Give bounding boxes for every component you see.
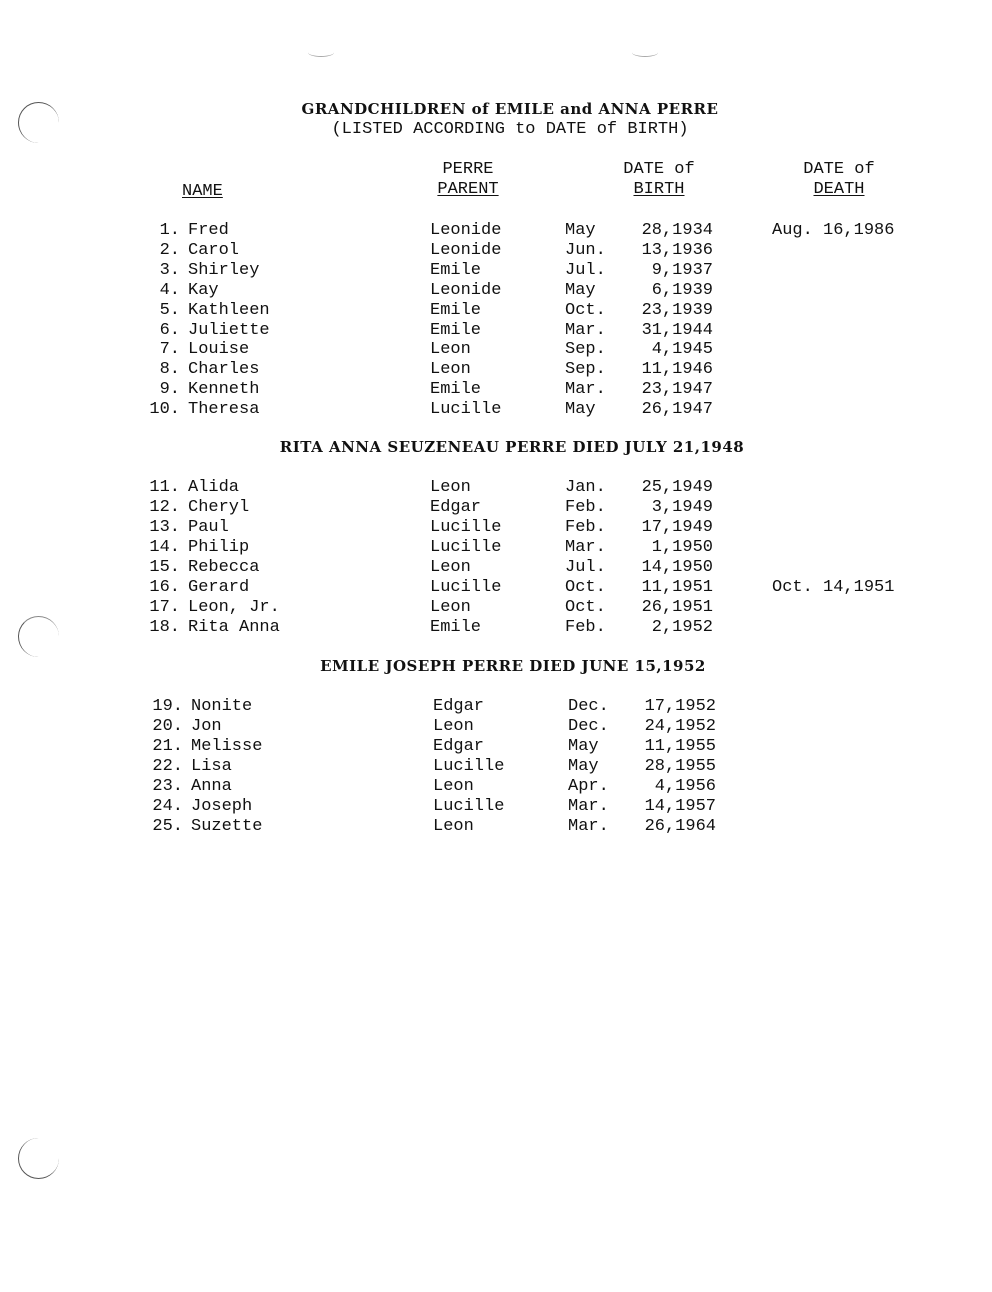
header-parent: PERRE PARENT: [437, 160, 499, 199]
birth-month: Dec.: [568, 697, 609, 716]
birth-month: Sep.: [565, 360, 606, 379]
birth-day-year: 17,1949: [641, 518, 713, 537]
row-number: 19.: [152, 697, 183, 716]
child-name: Nonite: [191, 697, 253, 716]
birth-day-year: 28,1955: [644, 757, 716, 776]
list-item: [140, 321, 940, 341]
row-number: 4.: [159, 281, 180, 300]
death-date: Aug. 16,1986: [772, 221, 895, 240]
perre-parent: Lucille: [430, 578, 502, 597]
perre-parent: Lucille: [433, 757, 505, 776]
birth-day-year: 11,1946: [641, 360, 713, 379]
list-item: [140, 598, 940, 618]
list-item: [140, 380, 940, 400]
birth-day-year: 25,1949: [641, 478, 713, 497]
row-number: 2.: [159, 241, 180, 260]
birth-day-year: 23,1947: [641, 380, 713, 399]
child-name: Gerard: [188, 578, 250, 597]
perre-parent: Lucille: [430, 538, 502, 557]
birth-month: Feb.: [565, 498, 606, 517]
birth-month: Mar.: [568, 817, 609, 836]
perre-parent: Leonide: [430, 281, 502, 300]
birth-day-year: 14,1957: [644, 797, 716, 816]
birth-day-year: 24,1952: [644, 717, 716, 736]
list-item: [143, 797, 943, 817]
birth-day-year: 1,1950: [651, 538, 713, 557]
row-number: 12.: [149, 498, 180, 517]
birth-day-year: 4,1945: [651, 340, 713, 359]
child-name: Fred: [188, 221, 229, 240]
list-item: [140, 261, 940, 281]
birth-day-year: 2,1952: [651, 618, 713, 637]
list-item: [143, 777, 943, 797]
perre-parent: Leon: [430, 360, 471, 379]
child-name: Juliette: [188, 321, 270, 340]
child-name: Suzette: [191, 817, 263, 836]
child-name: Lisa: [191, 757, 232, 776]
child-name: Melisse: [191, 737, 263, 756]
child-name: Paul: [188, 518, 229, 537]
row-number: 8.: [159, 360, 180, 379]
perre-parent: Lucille: [430, 518, 502, 537]
list-item: [140, 340, 940, 360]
perre-parent: Edgar: [433, 737, 485, 756]
birth-day-year: 3,1949: [651, 498, 713, 517]
birth-month: May: [568, 757, 599, 776]
binder-hole: [18, 616, 59, 657]
list-item: [143, 717, 943, 737]
birth-day-year: 13,1936: [641, 241, 713, 260]
child-name: Joseph: [191, 797, 253, 816]
child-name: Carol: [188, 241, 240, 260]
list-item: [140, 241, 940, 261]
row-number: 22.: [152, 757, 183, 776]
child-name: Philip: [188, 538, 250, 557]
perre-parent: Emile: [430, 618, 482, 637]
perre-parent: Emile: [430, 301, 482, 320]
section-note-rita: RITA ANNA SEUZENEAU PERRE DIED JULY 21,1948: [279, 438, 745, 456]
perre-parent: Emile: [430, 261, 482, 280]
birth-month: Mar.: [568, 797, 609, 816]
list-item: [140, 538, 940, 558]
header-birth: DATE of BIRTH: [623, 160, 695, 199]
row-number: 14.: [149, 538, 180, 557]
child-name: Alida: [188, 478, 240, 497]
list-item: [140, 360, 940, 380]
child-name: Anna: [191, 777, 232, 796]
row-number: 16.: [149, 578, 180, 597]
header-name: NAME: [182, 182, 223, 201]
birth-month: Jun.: [565, 241, 606, 260]
perre-parent: Leon: [433, 817, 474, 836]
row-number: 3.: [159, 261, 180, 280]
birth-day-year: 23,1939: [641, 301, 713, 320]
birth-day-year: 28,1934: [641, 221, 713, 240]
perre-parent: Leon: [430, 478, 471, 497]
list-item: [140, 478, 940, 498]
child-name: Jon: [191, 717, 222, 736]
list-item: [140, 301, 940, 321]
list-item: [140, 618, 940, 638]
document-title: GRANDCHILDREN of EMILE and ANNA PERRE: [301, 100, 719, 118]
child-name: Kay: [188, 281, 219, 300]
list-item: [140, 221, 940, 241]
perre-parent: Leon: [430, 340, 471, 359]
birth-day-year: 26,1947: [641, 400, 713, 419]
binder-hole: [18, 1138, 59, 1179]
perre-parent: Leon: [433, 777, 474, 796]
row-number: 5.: [159, 301, 180, 320]
perre-parent: Lucille: [433, 797, 505, 816]
birth-month: May: [568, 737, 599, 756]
birth-month: Mar.: [565, 380, 606, 399]
birth-day-year: 4,1956: [654, 777, 716, 796]
birth-month: Mar.: [565, 538, 606, 557]
birth-month: Jan.: [565, 478, 606, 497]
perre-parent: Lucille: [430, 400, 502, 419]
perre-parent: Edgar: [433, 697, 485, 716]
perre-parent: Leonide: [430, 221, 502, 240]
list-item: [140, 518, 940, 538]
birth-month: Mar.: [565, 321, 606, 340]
list-item: [140, 498, 940, 518]
birth-month: Jul.: [565, 261, 606, 280]
scan-mark: [632, 48, 658, 57]
list-item: [143, 737, 943, 757]
perre-parent: Leonide: [430, 241, 502, 260]
birth-month: May: [565, 400, 596, 419]
child-name: Leon, Jr.: [188, 598, 280, 617]
list-item: [140, 578, 940, 598]
birth-day-year: 17,1952: [644, 697, 716, 716]
perre-parent: Leon: [430, 558, 471, 577]
child-name: Theresa: [188, 400, 260, 419]
birth-month: Oct.: [565, 598, 606, 617]
child-name: Shirley: [188, 261, 260, 280]
birth-day-year: 9,1937: [651, 261, 713, 280]
birth-month: Apr.: [568, 777, 609, 796]
perre-parent: Emile: [430, 321, 482, 340]
birth-month: Oct.: [565, 301, 606, 320]
row-number: 1.: [159, 221, 180, 240]
row-number: 6.: [159, 321, 180, 340]
child-name: Rebecca: [188, 558, 260, 577]
row-number: 17.: [149, 598, 180, 617]
section-note-emile: EMILE JOSEPH PERRE DIED JUNE 15,1952: [320, 657, 706, 675]
birth-day-year: 6,1939: [651, 281, 713, 300]
row-number: 9.: [159, 380, 180, 399]
row-number: 11.: [149, 478, 180, 497]
birth-day-year: 11,1955: [644, 737, 716, 756]
birth-day-year: 11,1951: [641, 578, 713, 597]
child-name: Louise: [188, 340, 250, 359]
row-number: 25.: [152, 817, 183, 836]
list-item: [143, 697, 943, 717]
list-item: [140, 281, 940, 301]
child-name: Cheryl: [188, 498, 250, 517]
perre-parent: Edgar: [430, 498, 482, 517]
row-number: 18.: [149, 618, 180, 637]
scan-mark: [308, 48, 334, 57]
child-name: Kenneth: [188, 380, 260, 399]
perre-parent: Leon: [430, 598, 471, 617]
row-number: 20.: [152, 717, 183, 736]
list-item: [140, 400, 940, 420]
birth-day-year: 26,1951: [641, 598, 713, 617]
list-item: [143, 757, 943, 777]
row-number: 7.: [159, 340, 180, 359]
list-item: [143, 817, 943, 837]
child-name: Charles: [188, 360, 260, 379]
birth-day-year: 31,1944: [641, 321, 713, 340]
birth-month: Feb.: [565, 618, 606, 637]
birth-month: Feb.: [565, 518, 606, 537]
child-name: Rita Anna: [188, 618, 280, 637]
row-number: 10.: [149, 400, 180, 419]
death-date: Oct. 14,1951: [772, 578, 895, 597]
birth-month: Sep.: [565, 340, 606, 359]
birth-month: May: [565, 221, 596, 240]
row-number: 24.: [152, 797, 183, 816]
perre-parent: Emile: [430, 380, 482, 399]
header-death: DATE of DEATH: [803, 160, 875, 199]
list-item: [140, 558, 940, 578]
row-number: 23.: [152, 777, 183, 796]
document-subtitle: (LISTED ACCORDING to DATE of BIRTH): [331, 120, 689, 139]
row-number: 13.: [149, 518, 180, 537]
birth-day-year: 26,1964: [644, 817, 716, 836]
birth-month: Oct.: [565, 578, 606, 597]
birth-month: Dec.: [568, 717, 609, 736]
birth-month: May: [565, 281, 596, 300]
birth-month: Jul.: [565, 558, 606, 577]
child-name: Kathleen: [188, 301, 270, 320]
birth-day-year: 14,1950: [641, 558, 713, 577]
perre-parent: Leon: [433, 717, 474, 736]
row-number: 15.: [149, 558, 180, 577]
row-number: 21.: [152, 737, 183, 756]
